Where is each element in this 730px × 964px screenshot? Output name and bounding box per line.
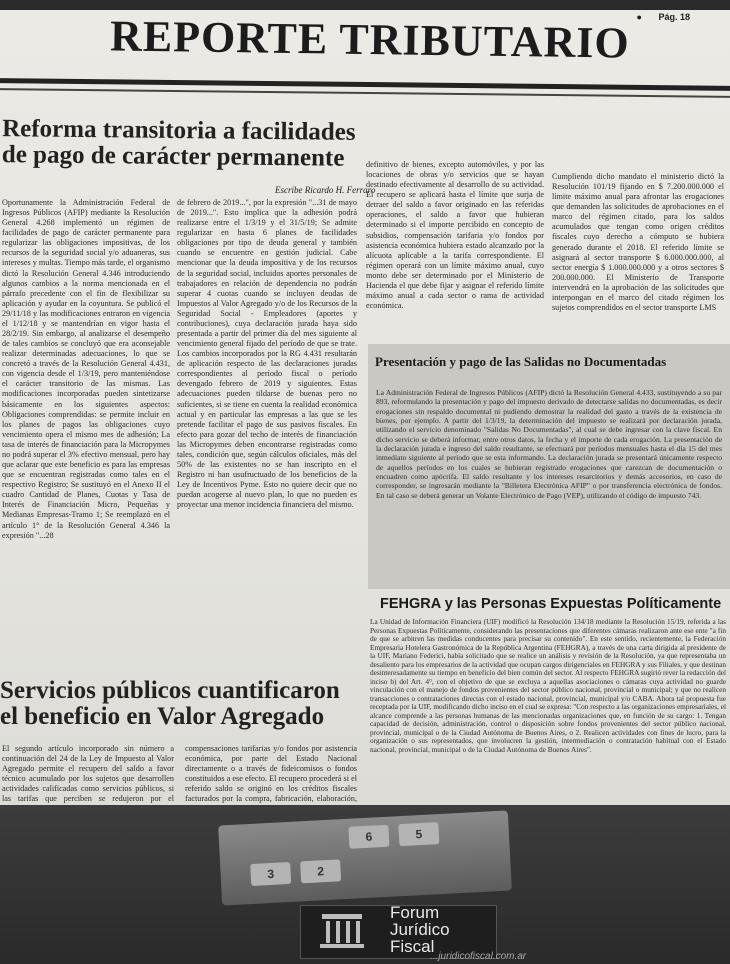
article1-headline-line2: de pago de carácter permanente: [1, 141, 345, 172]
key-2: 2: [300, 859, 341, 883]
article1-column-3-text: definitivo de bienes, excepto automóviles, y por las locaciones de obras y/o servicios que se hayan destinado efectivamente al desarrollo de su actividad. El recupero se aplicará hasta el límite que surja de detraer del saldo a favor originado en las referidas operaciones, el saldo a favor que hubieran determinado si el importe percibido en concepto de subsidios, compensación tarifaria y/o fondos por asistencia económica hubiera estado alcanzado por la alícuota aplicable a la tarifa correspondiente. El régimen operará con un límite máximo anual, cuyo monto debe ser determinado por el Ministerio de Hacienda el que debe fijar y asignar el referido límite máximo anual a cada sector o rama de actividad económica.: [366, 160, 544, 311]
article2-headline-line2: el beneficio en Valor Agregado: [0, 703, 325, 731]
article3-body: [376, 388, 722, 584]
key-1: 3: [250, 862, 291, 886]
article4-headline: FEHGRA y las Personas Expuestas Políticamente: [380, 596, 722, 612]
logo-line-2: Jurídico: [390, 920, 450, 939]
key-3: 6: [348, 825, 389, 849]
article1-column-1: [2, 198, 170, 683]
article1-byline: Escribe Ricardo H. Ferraro: [275, 185, 376, 195]
article1-column-2-text: de febrero de 2019...", por la expresión "...31 de mayo de 2019...". Esto implica que la adhesión podrá realizarse entre el 1/3/19 y el 31/5/19; Se admite regularizar en hasta 6 planes de facilidades obligaciones por tipo de deuda general y también cuando se encuentre en gestión judicial. Cabe mencionar que la deuda impositiva y de los recursos de la seguridad social, incluidos aportes personales de trabajadores en relación de dependencia no podrán superar 4 cuotas cuando se incluyen deudas de Impuestos al Valor Agregado y/o de los Recursos de la Seguridad Social - Empleadores (aportes y contribuciones), cuya declaración jurada haya sido presentada a partir del primer día del mes siguiente al vencimiento general fijado del período de que se trate. Los cambios incorporados por la RG 4.431 resultarán de aplicación respecto de las declaraciones juradas correspondientes al período fiscal o período devengado febrero de 2019 y siguientes. Estas adecuaciones pueden tildarse de buenas pero no suficientes, si se tiene en cuenta la realidad económica actual y en particular las empresas a las que se les pretende facilitar el pago de sus pasivos fiscales. En efecto para gozar del techo de interés de financiación las Micropymes deben encontrarse registradas como tales, condición que, según cálculos oficiales, más del 50% de las existentes no se han inscripto en el Registro ni han usufructuado de los beneficios de la Ley de Incentivos Pyme. Esto no quiere decir que no puedan acogerse al nuevo plan, lo que no pueden es proyectar una menor incidencia financiera del mismo.: [177, 198, 357, 510]
article2-column-1-text: El segundo artículo incorporado sin número a continuación del 24 de la Ley de Impuesto al Valor Agregado permite el recupero del saldo a favor técnico acumulado por los sujetos que desarrollen actividades calificadas como servicios públicos, si las tarifas que perciben se redujeron por el: [2, 744, 174, 804]
folio-mark: ●: [636, 12, 642, 22]
key-4: 5: [398, 822, 439, 846]
article2-column-1: [2, 744, 174, 804]
article4-body-text: La Unidad de Información Financiera (UIF) modificó la Resolución 134/18 mediante la Resolución 15/19, referida a las Personas Expuestas Políticamente, considerando las presentaciones que diferentes cámaras realizaron ante ese ente "a fin de que se arbitren las medidas conducentes para precisar su contenido". En este sentido, recientemente, la Federación Empresaria Hotelera Gastronómica de la República Argentina (FEHGRA), a través de una carta dirigida al presidente de la UIF, Mariano Federici, había solicitado que se realice un análisis y revisión de la Resolución, ya que representaba un desaliento para los empresarios de la actividad que ocupan cargos dirigenciales en FEHGRA y sus Filiales, y que destinan desinteresadamente su tiempo en beneficio del bien común del sector. Al respecto FEHGRA sugirió rever la redacción del inciso b) del Art. 4°, con el objetivo de que se excluya a aquellas asociaciones o cámaras cuya actividad no guarde vinculación con el manejo de fondos provenientes del sector público nacional, provincial o municipal; y que no realicen transacciones o contrataciones directas con el estado nacional, provincial, municipal y/o CABA. Ahora tal propuesta fue receptada por la UIF, modificando dicho inciso en el cual se expresa: "Con respecto a las organizaciones empresariales, el alcance comprende a las personas humanas de las mencionadas organizaciones que, en función de su cargo: 1. Tengan capacidad de decisión, administración, control o disposición sobre fondos provenientes del sector público nacional, provincial, municipal o de la Ciudad Autónoma de Buenos Aires, o 2. Realicen actividades con fines de lucro, para la organización o sus representados, que involucren la gestión, intermediación o contratación habitual con el Estado nacional, provincial, municipal o de la Ciudad Autónoma de Buenos Aires".: [370, 617, 726, 754]
article2-column-2-text: compensaciones tarifarias y/o fondos por asistencia económica, por parte del Estado Nacional directamente o a través de fideicomisos o fondos constituidos a ese efecto. El recupero procederá si el referido saldo se originó en los créditos fiscales facturados por la compra, fabricación, elaboración,: [185, 744, 357, 804]
article1-headline-line1: Reforma transitoria a facilidades: [2, 115, 356, 146]
article2-headline-line1: Servicios públicos cuantificaron: [0, 677, 340, 704]
footer-url: ...juridicofiscal.com.ar: [430, 951, 527, 962]
article1-column-1-text: Oportunamente la Administración Federal de Ingresos Públicos (AFIP) mediante la Resolución General 4.268 implementó un régimen de facilidades de pago de carácter permanente para regularizar las obligaciones impositivas, de los recursos de la seguridad social y/o aduaneras, sus intereses y multas. Tiempo más tarde, el organismo dictó la Resolución General 4.346 introduciendo algunos cambios a la norma mencionada en el párrafo precedente con el fin de flexibilizar su aplicación y ayudar en la coyuntura. Se publicó el 29/11/18 y las modificaciones entraron en vigencia el 1/12/18 y se mantendrían en vigor hasta el 28/2/19. Sin embargo, al analizarse el desempeño de tales cambios se concluyó que era aconsejable realizar determinadas adecuaciones, lo que se concretó a través de la Resolución General 4.431, con vigencia desde el 1/3/19, pero manteniéndose el carácter transitorio de las mismas. Las modificaciones incorporadas pueden sintetizarse básicamente en los siguientes aspectos: Obligaciones comprendidas: se permite incluir en los planes de pagos las obligaciones cuyo vencimiento opera el mismo mes de adhesión; La tasa de interés de financiación para la Micropymes no podrá superar el 3% efectivo mensual, pero hay que aclarar que este beneficio es para las empresas que se encuentran registradas como tales en el respectivo Registro; Se sustituyó en el Anexo II el cuadro Cantidad de Planes, Cuotas y Tasa de Interés de Financiación Micro, Pequeñas y Medianas Empresas-Tramo 1; Se reemplazó en el artículo 1° de la Resolución General 4.346 la expresión "...28: [2, 198, 170, 540]
page-folio: [637, 12, 690, 22]
article1-column-4-text: Cumpliendo dicho mandato el ministerio dictó la Resolución 101/19 fijando en $ 7.200.000.000 el límite máximo anual para afrontar las erogaciones que demanden las solicitudes de aprobaciones en el marco del régimen citado, para los saldos acumulados que tengan como origen créditos fiscales cuyo derecho a cómputo se hubiera generado durante el 2018. El referido límite se asignará al sector transporte $ 6.000.000.000, al sector energía $ 1.000.000.000 y a otros sectores $ 200.000.000. El Ministerio de Transporte intervendrá en la aprobación de las solicitudes que interpongan en el marco del citado régimen los sujetos comprendidos en el sector transporte LMS: [552, 172, 724, 313]
folio-page: Pág. 18: [658, 12, 690, 22]
top-bar: [0, 0, 730, 10]
article4-body: [370, 618, 726, 803]
article3-headline: Presentación y pago de las Salidas no Documentadas: [375, 354, 667, 369]
article2-column-2: [185, 744, 357, 804]
article2-headline: [0, 678, 340, 731]
logo-wordmark: [390, 904, 500, 955]
logo-line-1: Forum: [390, 903, 440, 922]
calculator-keypad: [218, 810, 512, 905]
masthead-title: REPORTE TRIBUTARIO: [109, 11, 631, 68]
article1-column-4: [552, 172, 724, 342]
article3-body-text: La Administración Federal de Ingresos Públicos (AFIP) dictó la Resolución General 4.433, sustituyendo a su par 893, reformulando la presentación y pago del impuesto derivado de detectarse salidas no documentadas, es decir erogaciones sin respaldo documental ni pudiendo demostrar la realidad del gasto a través de la existencia de bienes, por ejemplo. A partir del 1/3/19, la determinación del impuesto se realizará por declaración jurada, utilizando el servicio denominado "Salidas No Documentadas", al cual se debe ingresar con la clave fiscal. En dicho servicio se deberá informar, entre otros datos, la fecha y el importe de cada erogación. La presentación de la declaración jurada e ingreso del saldo resultante, se efectuará por períodos mensuales hasta el día 15 del mes inmediato siguiente al período que se esta informando. La declaración jurada se presentará únicamente respecto de aquellos períodos en los cuales se hubieran registrado erogaciones que carezcan de documentación o encuadren como apócrifa. El saldo resultante y los intereses resarcitorios y demás accesorios, en caso de corresponder, se ingresarán mediante la "Billetera Electrónica AFIP" o por transferencia electrónica de fondos. En tal caso se deberá generar un Volante Electrónico de Pago (VEP), utilizando el código de impuesto 743.: [376, 388, 722, 500]
logo-line-3: Fiscal: [390, 937, 435, 956]
article1-column-2: [177, 198, 357, 668]
article1-headline: [2, 116, 356, 172]
article1-column-3: [366, 160, 544, 340]
columns-logo-icon: [318, 912, 366, 950]
